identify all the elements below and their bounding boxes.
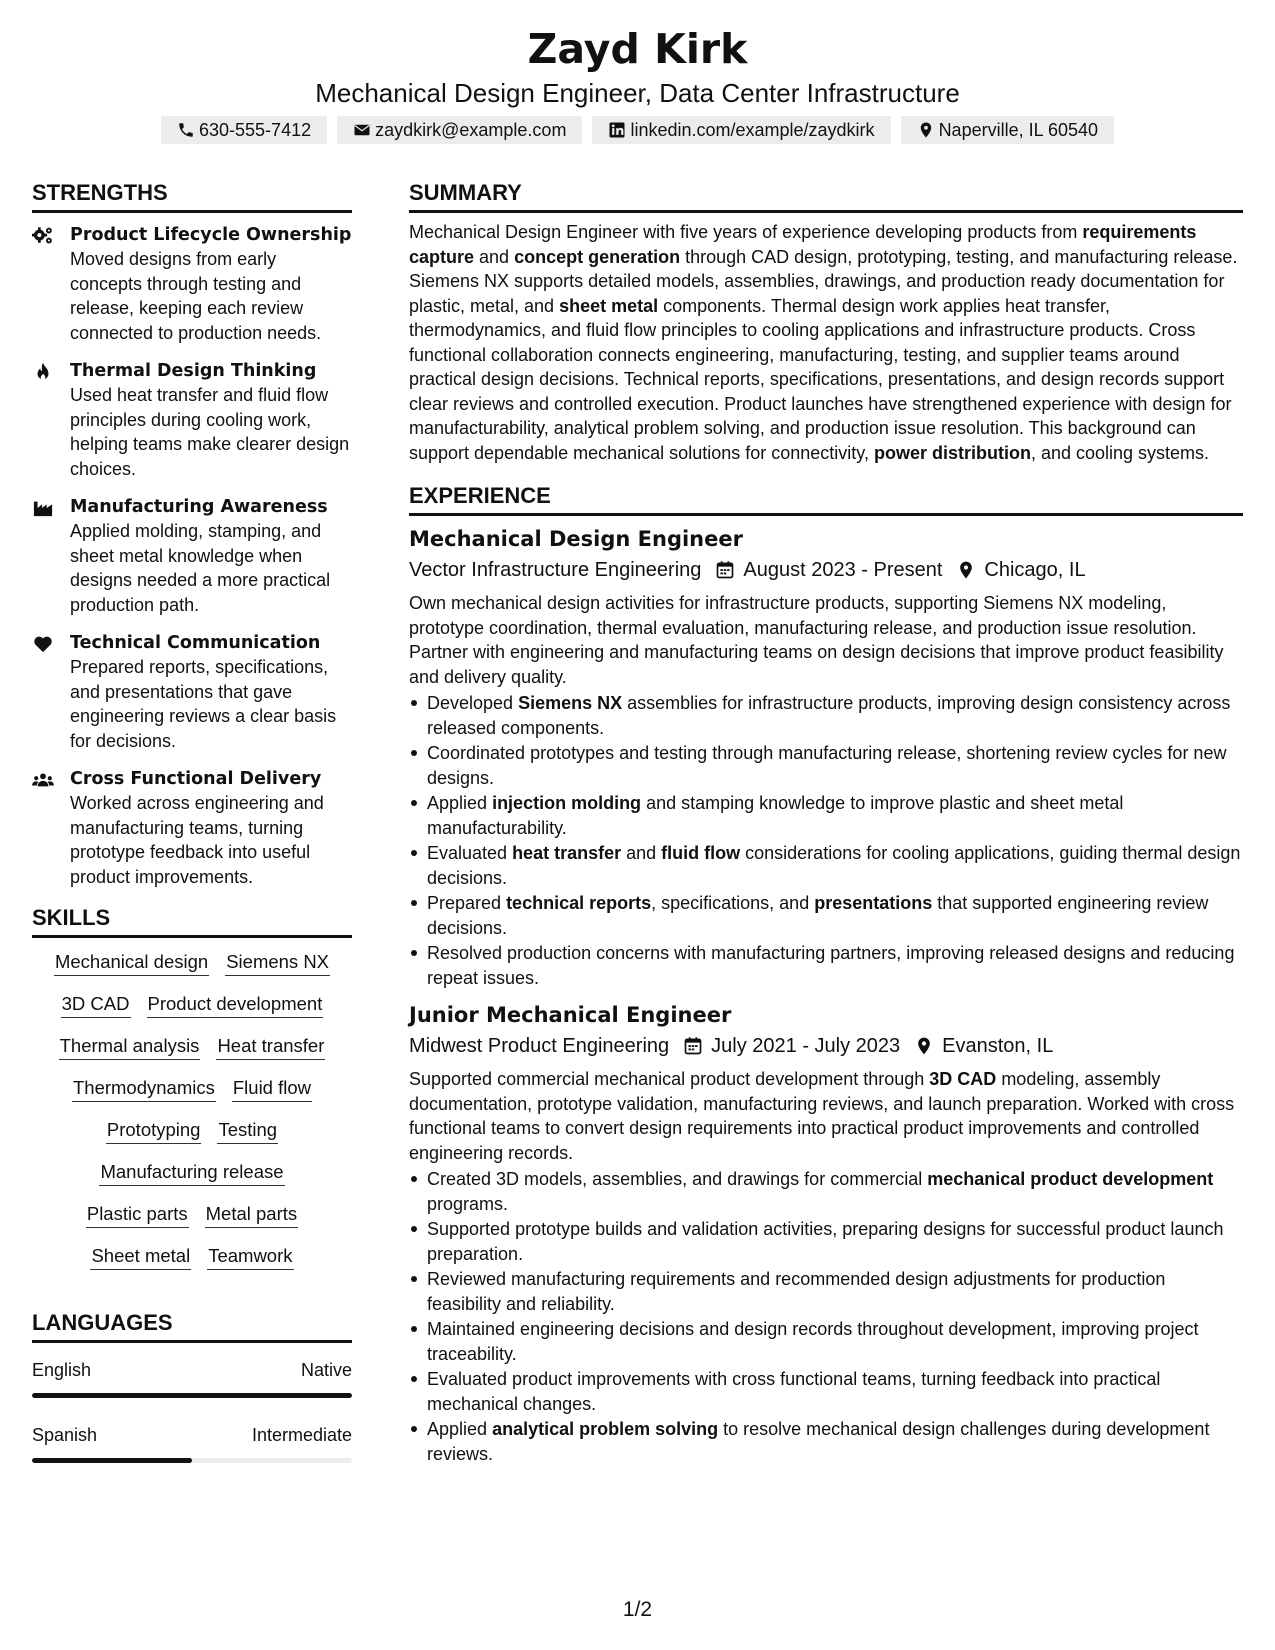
contact-location-text: Naperville, IL 60540 [938,120,1098,140]
skill-tag: Teamwork [207,1242,293,1270]
strength-desc: Prepared reports, specifications, and presentations that gave engineering reviews a clear basis for decisions. [70,657,337,751]
skill-tag: Manufacturing release [99,1158,284,1186]
strength-item [32,631,352,753]
strength-desc: Moved designs from early concepts through testing and release, keeping each review connected to production needs. [70,249,322,343]
skill-tag: Sheet metal [90,1242,191,1270]
right-column [409,178,1243,1467]
linkedin-icon [608,121,626,139]
text-run: , specifications, and [651,893,815,913]
contact-linkedin-text: linkedin.com/example/zaydkirk [630,120,875,140]
skill-tag: Plastic parts [86,1200,189,1228]
text-run: and [621,843,662,863]
factory-icon [32,495,70,617]
text-run: Supported commercial mechanical product development through [409,1069,930,1089]
skills-list [32,948,352,1270]
text-run: components. Thermal design work applies heat transfer, thermodynamics, and fluid flow principles to cooling applications and infrastructure products. Cross functional collaboration connects engineering, manufacturing, testing, and supplier teams around practical design decisions. Technical reports, specifications, presentations, and design records support clear reviews and controlled execution. Product launches have strengthened experience with design for manufacturability, analytical problem solving, and production issue resolution. This background can support dependable mechanical solutions for connectivity, [409,295,1232,463]
language-name: Spanish [32,1425,98,1445]
bullet-item [409,841,1243,890]
strengths-section [32,178,352,889]
text-run: Applied [427,1419,493,1439]
strength-item [32,767,352,889]
emphasis-text: sheet metal [559,295,659,316]
calendar-icon [683,1036,703,1056]
text-run: programs. [427,1193,509,1214]
bullet-item [409,1317,1243,1366]
text-run: Coordinated prototypes and testing through manufacturing release, shortening review cycles for new designs. [427,743,1227,788]
skill-tag: Siemens NX [225,948,330,976]
skill-tag: Testing [217,1116,278,1144]
strengths-heading: STRENGTHS [32,178,352,213]
text-run: Reviewed manufacturing requirements and recommended design adjustments for production feasibility and reliability. [427,1269,1166,1314]
language-proficiency-bar [32,1393,352,1398]
strength-item [32,359,352,481]
strength-desc: Used heat transfer and fluid flow principles during cooling work, helping teams make clearer design choices. [70,385,350,479]
contact-email-text: zaydkirk@example.com [375,120,567,140]
job-company: Vector Infrastructure Engineering [409,559,702,581]
language-proficiency-bar [32,1458,352,1463]
emphasis-text: presentations [814,893,933,913]
bullet-item [409,941,1243,990]
left-column [32,178,352,1463]
bullet-item [409,1417,1243,1466]
candidate-name: Zayd Kirk [527,25,748,73]
users-icon [32,767,70,889]
strength-title: Product Lifecycle Ownership [70,225,352,245]
skill-tag: Heat transfer [216,1032,325,1060]
language-item [32,1357,352,1398]
emphasis-text: mechanical product development [927,1169,1214,1189]
strength-title: Cross Functional Delivery [70,769,322,789]
job-title: Junior Mechanical Engineer [409,1003,732,1027]
skill-tag: Thermodynamics [72,1074,216,1102]
job-dates: August 2023 - Present [743,559,943,581]
skill-tag: Fluid flow [232,1074,312,1102]
emphasis-text: 3D CAD [929,1069,997,1089]
emphasis-text: concept generation [514,246,681,267]
emphasis-text: power distribution [873,442,1031,463]
bullet-item [409,1367,1243,1416]
bullet-item [409,791,1243,840]
language-proficiency-fill [32,1393,352,1398]
text-run: through CAD design, prototyping, testing, and manufacturing release. Siemens NX supports detailed models, assemblies, drawings, and production ready documentation for plastic, metal, and [409,246,1238,316]
contact-bar [0,116,1275,144]
skills-heading: SKILLS [32,903,352,938]
summary-text [409,220,1243,465]
job-description [409,1067,1243,1165]
calendar-icon [715,560,735,580]
job-entry [409,1000,1243,1466]
language-level: Native [300,1360,352,1380]
text-run: Evaluated [427,843,513,863]
phone-icon [177,121,195,139]
emphasis-text: injection molding [492,793,642,813]
text-run: and [474,246,515,267]
resume-header [0,22,1275,144]
text-run: Resolved production concerns with manufacturing partners, improving released designs and reducing repeat issues. [427,943,1235,988]
experience-section [409,481,1243,1466]
text-run: Supported prototype builds and validation activities, preparing designs for successful product launch preparation. [427,1219,1224,1264]
text-run: Applied [427,793,493,813]
job-dates: July 2021 - July 2023 [711,1035,901,1057]
contact-location [901,116,1114,144]
emphasis-text: fluid flow [661,843,741,863]
bullet-item [409,741,1243,790]
candidate-role: Mechanical Design Engineer, Data Center Infrastructure [315,78,960,108]
emphasis-text: heat transfer [512,843,622,863]
skill-tag: Thermal analysis [59,1032,201,1060]
languages-section [32,1308,352,1463]
job-location: Evanston, IL [942,1035,1054,1057]
job-entry [409,524,1243,990]
job-description [409,591,1243,689]
text-run: and stamping knowledge to improve plastic and sheet metal manufacturability. [427,793,1124,838]
job-meta [409,1031,1243,1061]
contact-phone-text: 630-555-7412 [199,120,312,140]
text-run: Maintained engineering decisions and design records throughout development, improving project traceability. [427,1319,1199,1364]
text-run: Developed [427,693,519,713]
languages-heading: LANGUAGES [32,1308,352,1343]
gears-icon [32,223,70,345]
text-run: to resolve mechanical design challenges during development reviews. [427,1419,1210,1464]
strengths-list [32,223,352,889]
text-run: Evaluated product improvements with cross functional teams, turning feedback into practical mechanical changes. [427,1369,1161,1414]
bullet-item [409,691,1243,740]
flame-icon [32,359,70,481]
job-title: Mechanical Design Engineer [409,527,743,551]
skill-tag: Metal parts [205,1200,299,1228]
map-pin-icon [917,121,935,139]
bullet-item [409,1267,1243,1316]
summary-heading: SUMMARY [409,178,1243,213]
contact-phone[interactable] [161,116,327,144]
text-run: that supported engineering review decisions. [427,893,1209,938]
map-pin-icon [956,560,976,580]
contact-linkedin[interactable] [592,116,890,144]
strength-title: Manufacturing Awareness [70,497,328,517]
skill-tag: 3D CAD [61,990,131,1018]
text-run: Created 3D models, assemblies, and drawings for commercial [427,1169,928,1189]
strength-desc: Worked across engineering and manufacturing teams, turning prototype feedback into useful product improvements. [70,793,324,887]
bullet-item [409,1167,1243,1216]
text-run: Prepared [427,893,507,913]
strength-desc: Applied molding, stamping, and sheet metal knowledge when designs needed a more practical production path. [70,521,331,615]
strength-title: Thermal Design Thinking [70,361,317,381]
job-bullets [409,691,1243,990]
text-run: Own mechanical design activities for infrastructure products, supporting Siemens NX modeling, prototype coordination, thermal evaluation, manufacturing release, and production issue resolution. Partner with engineering and manufacturing teams on design decisions that improve product feasibility and delivery quality. [409,593,1224,687]
job-company: Midwest Product Engineering [409,1035,670,1057]
text-run: modeling, assembly documentation, prototype validation, manufacturing reviews, and launch preparation. Worked with cross functional teams to convert design requirements into practical product improvements and controlled engineering records. [409,1069,1235,1163]
skill-tag: Product development [147,990,324,1018]
job-meta [409,555,1243,585]
heart-icon [32,631,70,753]
language-name: English [32,1360,92,1380]
skill-tag: Mechanical design [54,948,209,976]
text-run: Mechanical Design Engineer with five years of experience developing products from [409,222,1083,242]
emphasis-text: requirements capture [409,222,1197,267]
job-bullets [409,1167,1243,1466]
experience-heading: EXPERIENCE [409,481,1243,516]
emphasis-text: analytical problem solving [492,1419,719,1439]
strength-title: Technical Communication [70,633,321,653]
map-pin-icon [914,1036,934,1056]
skill-tag: Prototyping [106,1116,202,1144]
emphasis-text: Siemens NX [518,693,623,713]
skills-section [32,903,352,1270]
summary-section [409,178,1243,465]
text-run: , and cooling systems. [1030,442,1210,463]
bullet-item [409,1217,1243,1266]
language-level: Intermediate [251,1425,352,1445]
language-proficiency-fill [32,1458,192,1463]
emphasis-text: technical reports [506,893,652,913]
contact-email[interactable] [337,116,582,144]
page-number: 1/2 [622,1598,653,1621]
text-run: considerations for cooling applications, guiding thermal design decisions. [427,843,1241,888]
strength-item [32,223,352,345]
text-run: assemblies for infrastructure products, improving design consistency across released components. [427,693,1231,738]
job-location: Chicago, IL [984,559,1086,581]
envelope-icon [353,121,371,139]
bullet-item [409,891,1243,940]
language-item [32,1422,352,1463]
strength-item [32,495,352,617]
